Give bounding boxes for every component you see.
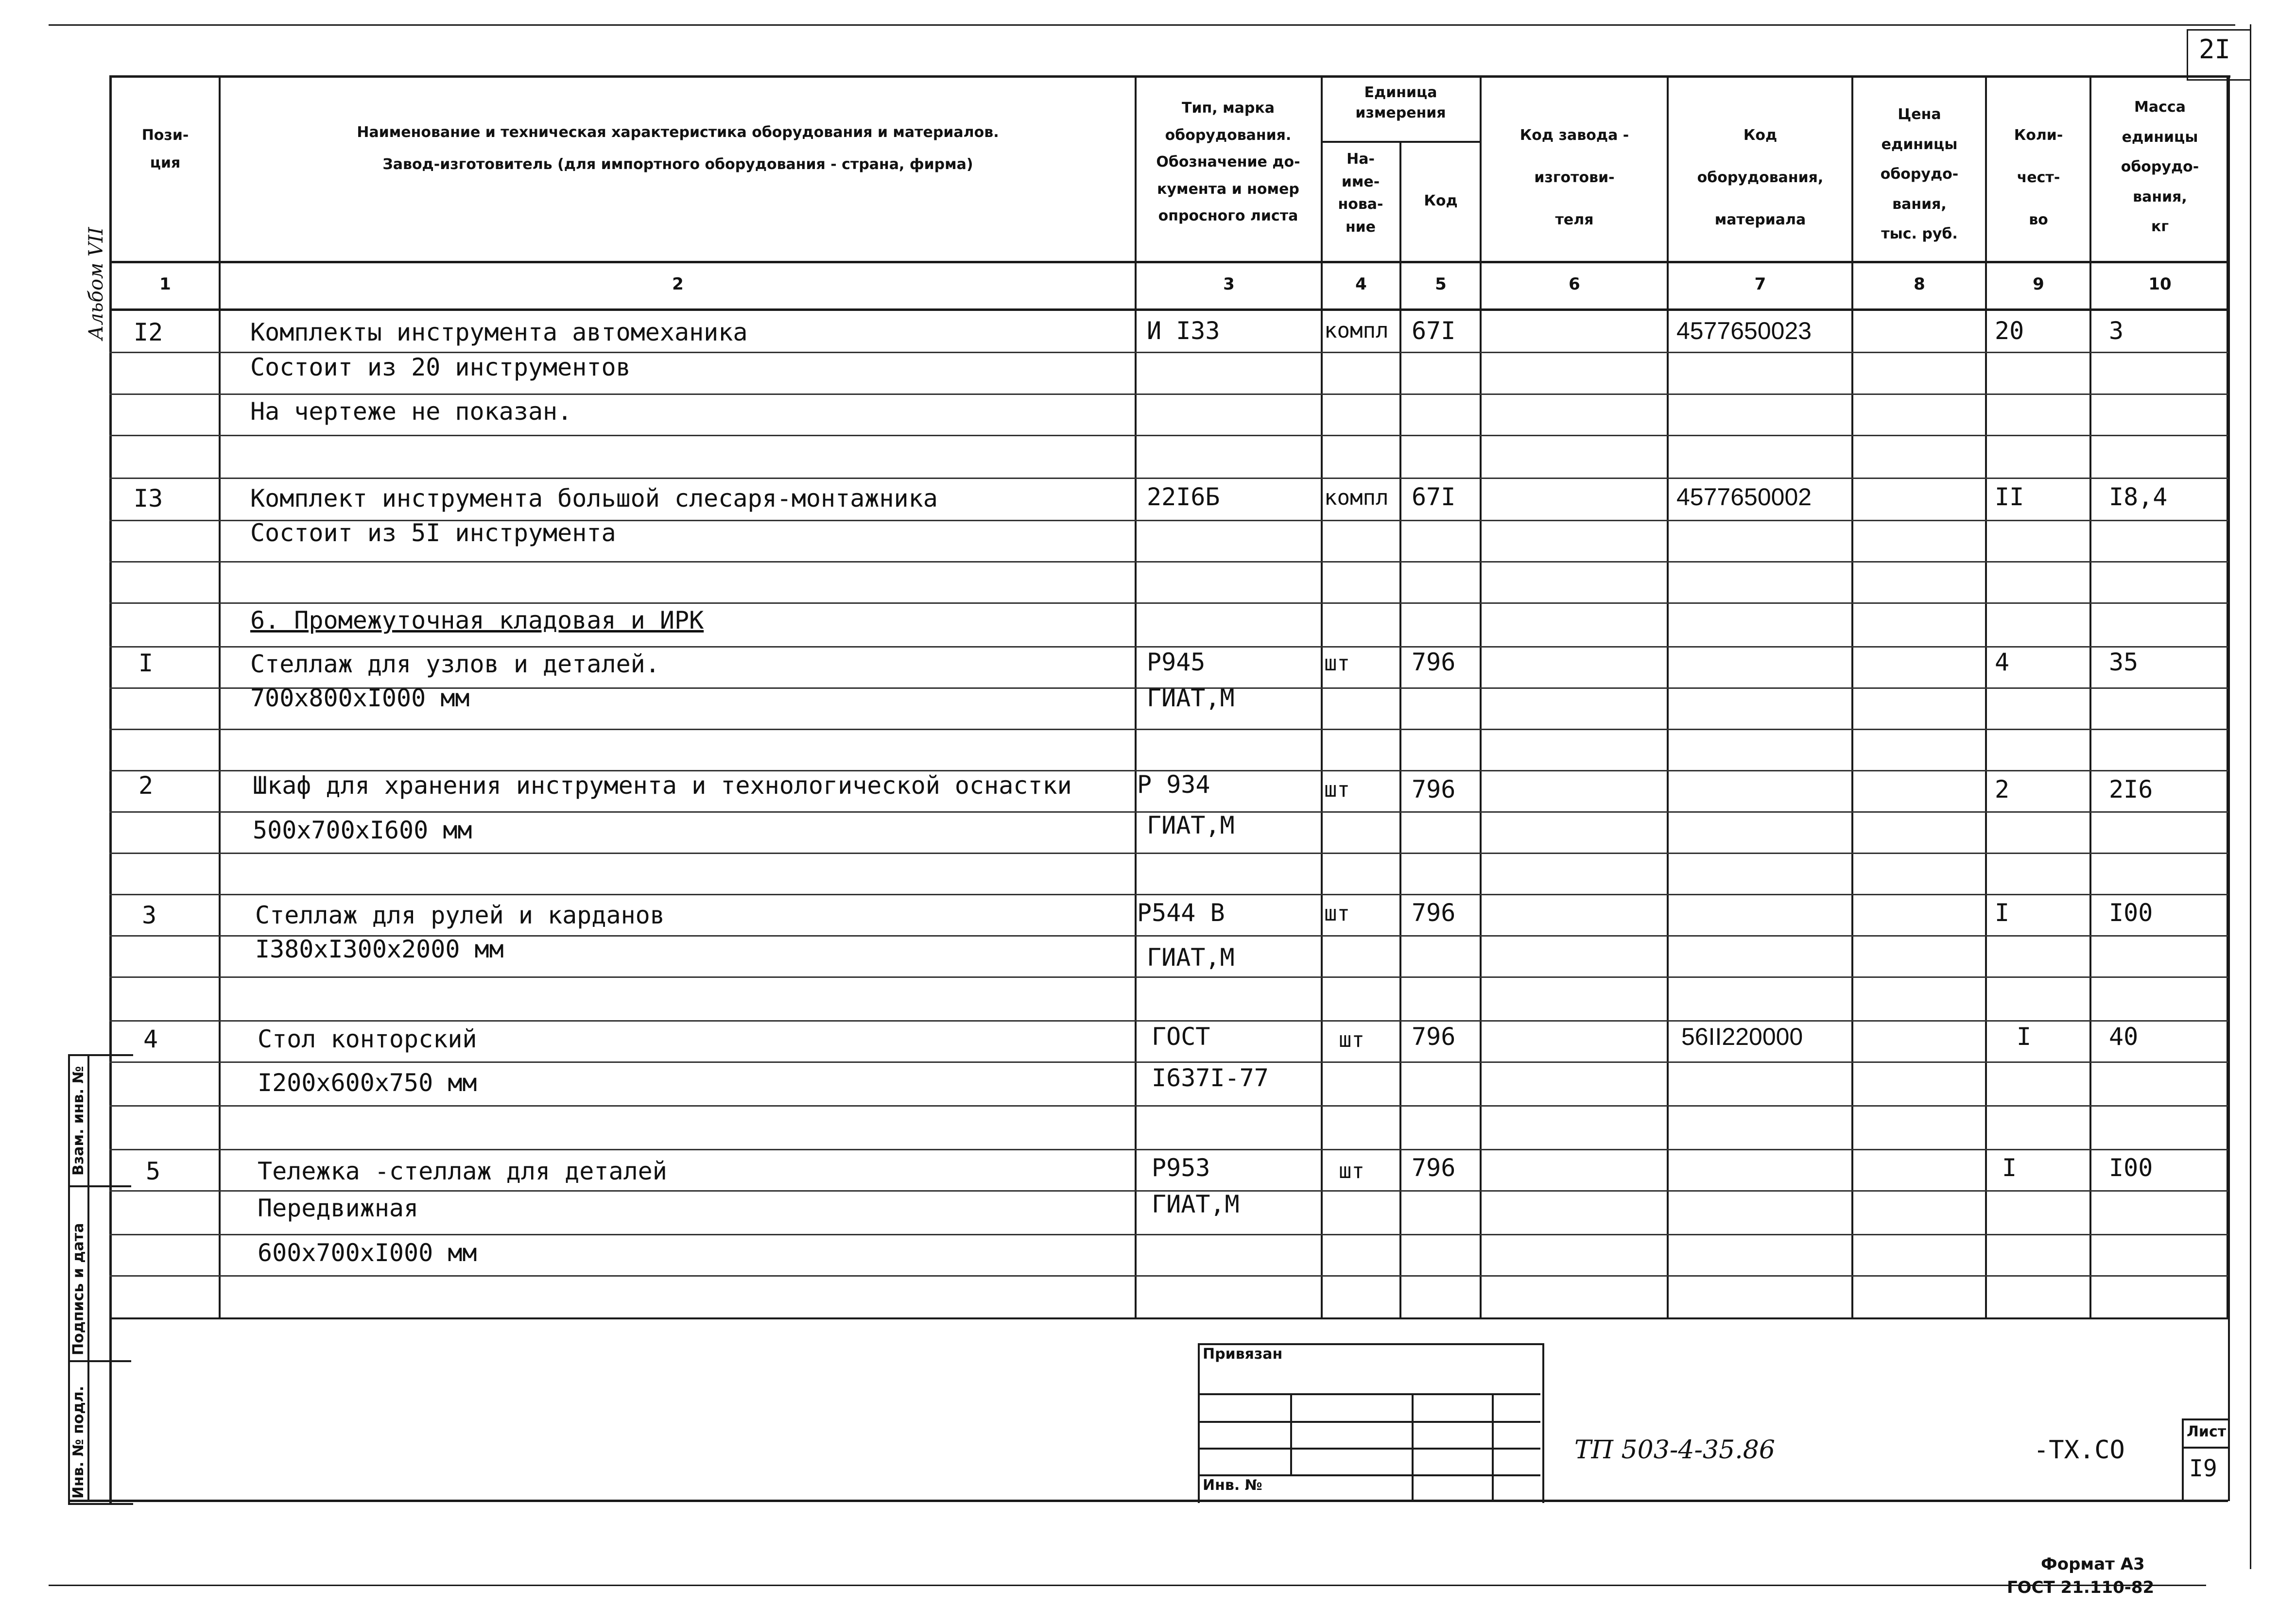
row-pos: I3 [134,484,163,513]
privyazan-line [1198,1474,1540,1476]
row-line [109,853,2228,854]
header-col9-line3: во [2029,211,2048,228]
header-col10 [2092,92,2228,242]
header-col3-line2: оборудования. [1165,126,1292,144]
header-col3-line5: опросного листа [1158,207,1298,224]
side-strip-line [68,1360,131,1362]
colnum-4: 4 [1355,274,1367,294]
row-line [109,602,2228,604]
header-col7-line1: Код [1743,127,1778,144]
row-line [109,435,2228,436]
right-border [2250,24,2251,1569]
doc-code: ТП 503-4-35.86 [1574,1435,1775,1465]
list-box-top [2182,1418,2228,1420]
row-mass: 40 [2109,1023,2139,1051]
header-col6-line1: Код завода - [1519,127,1629,144]
row-pos: 5 [146,1157,161,1185]
header-col4-line3: нова- [1338,196,1383,213]
row-line [109,894,2228,895]
row-equip-code: 4577650023 [1676,317,1812,344]
side-label-podpis: Подпись и дата [70,1223,87,1355]
colnum-2: 2 [672,274,684,294]
row-line [109,729,2228,730]
row-type: И I33 [1147,317,1220,345]
row-mass: 3 [2109,317,2124,345]
row-qty: I [2002,1154,2017,1182]
row-name: Состоит из 20 инструментов [250,353,631,381]
header-col6 [1482,114,1667,241]
album-label: Альбом VII [85,227,107,340]
sheet-number: 2I [2199,34,2231,65]
header-col10-line2: единицы [2122,128,2198,146]
row-name: 600х700хI000 мм [258,1239,477,1267]
doc-suffix: -ТХ.СО [2034,1435,2125,1465]
header-col3 [1137,95,1319,230]
row-name: Стол конторский [258,1025,477,1053]
row-name: Шкаф для хранения инструмента и технологической оснастки [253,771,1072,800]
row-name: Стеллаж для узлов и деталей. [250,650,660,678]
row-type: ГОСТ [1152,1023,1210,1051]
row-name: I200х600х750 мм [258,1069,477,1097]
privyazan-col [1492,1393,1494,1501]
row-code: 67I [1412,317,1456,345]
row-mass: 35 [2109,648,2139,676]
header-col3-line3: Обозначение до- [1156,154,1300,171]
header-col1-line2: ция [150,154,181,171]
header-col6-line3: теля [1555,211,1594,228]
row-name: На чертеже не показан. [250,397,572,426]
header-col8 [1854,100,1985,249]
row-line [109,561,2228,563]
privyazan-line [1198,1448,1540,1450]
row-pos: I [138,649,154,677]
row-line [109,478,2228,479]
header-col3-line4: кумента и номер [1157,180,1299,198]
unit-subheader-line [1321,141,1480,143]
row-equip-code: 56II220000 [1681,1023,1803,1050]
row-mass: I00 [2109,899,2153,927]
row-type: I637I-77 [1152,1064,1269,1092]
row-code: 796 [1412,648,1456,676]
table-body-bottom [109,1317,2228,1319]
privyazan-line [1198,1393,1540,1395]
header-col9 [1987,114,2089,241]
row-name: Стеллаж для рулей и карданов [255,901,665,929]
format-label: Формат А3 [2041,1555,2145,1574]
privyazan-col [1412,1393,1414,1501]
row-qty: 2 [1995,775,2010,803]
row-pos: I2 [134,318,163,346]
header-col4 [1322,148,1399,239]
row-unit: компл [1324,485,1389,510]
row-pos: 2 [138,771,154,800]
privyazan-line [1198,1421,1540,1423]
row-equip-code: 4577650002 [1676,483,1812,511]
header-col1-line1: Пози- [141,127,189,144]
row-line [109,1275,2228,1277]
header-col10-line1: Масса [2134,99,2186,116]
row-line [109,1020,2228,1022]
row-unit: шт [1339,1027,1364,1052]
privyazan-col [1290,1393,1292,1474]
inv-label: Инв. № [1203,1477,1262,1494]
header-col10-line5: кг [2151,218,2169,235]
row-qty: 20 [1995,317,2024,345]
header-bottom-line [109,261,2228,263]
side-label-inv-podl: Инв. № подл. [70,1385,87,1499]
row-line [109,393,2228,395]
row-name: Комплекты инструмента автомеханика [250,318,748,346]
row-type: ГИАТ,М [1147,943,1235,972]
row-code: 796 [1412,775,1456,803]
row-pos: 4 [143,1025,158,1053]
row-name: Комплект инструмента большой слесаря-монтажника [250,484,938,513]
row-type: Р953 [1152,1154,1210,1182]
row-line [109,1234,2228,1235]
header-unit: Единица измерения [1355,84,1446,121]
header-col8-line2: единицы [1881,136,1958,153]
header-col10-line3: оборудо- [2121,158,2199,175]
header-col3-line1: Тип, марка [1182,100,1275,117]
row-name: Состоит из 5I инструмента [250,519,616,547]
side-strip-divider [87,1054,89,1501]
header-col1 [112,121,219,177]
colnum-10: 10 [2148,274,2172,294]
row-name: Передвижная [258,1194,419,1222]
header-col10-line4: вания, [2133,188,2187,205]
header-col4-line2: име- [1341,173,1380,190]
row-mass: I00 [2109,1154,2153,1182]
row-name: 700х800хI000 мм [250,684,470,712]
colnum-5: 5 [1435,274,1447,294]
right-table-edge [2228,75,2230,1501]
header-col6-line2: изготови- [1534,169,1615,186]
header-col8-line5: тыс. руб. [1881,225,1958,242]
row-name: I380хI300х2000 мм [255,935,504,963]
colnum-8: 8 [1914,274,1925,294]
header-col7 [1669,114,1851,241]
colnum-6: 6 [1569,274,1580,294]
header-col5: Код [1424,192,1458,209]
row-type: ГИАТ,М [1147,811,1235,839]
row-code: 796 [1412,899,1456,927]
row-type: Р 934 [1137,770,1210,799]
privyazan-label: Привязан [1203,1346,1283,1363]
row-line [109,1061,2228,1063]
row-qty: 4 [1995,648,2010,676]
row-line [109,976,2228,978]
row-mass: I8,4 [2109,483,2168,511]
row-type: ГИАТ,М [1147,684,1235,712]
stamp-bottom-line [68,1500,2228,1502]
row-line [109,1105,2228,1107]
header-col2 [224,117,1132,181]
header-col7-line3: материала [1714,211,1806,228]
list-label: Лист [2187,1423,2227,1440]
row-mass: 2I6 [2109,775,2153,803]
bottom-border [49,1585,2206,1586]
top-border [49,24,2235,26]
header-col8-line3: оборудо- [1880,166,1959,183]
header-col8-line1: Цена [1898,106,1941,123]
row-qty: I [1995,899,2010,927]
row-unit: шт [1324,651,1350,676]
row-code: 67I [1412,483,1456,511]
colnum-1: 1 [159,274,171,294]
row-qty: II [1995,483,2024,511]
row-name: 500х700хI600 мм [253,816,472,844]
list-box-mid [2182,1447,2228,1449]
row-code: 796 [1412,1154,1456,1182]
row-name: Тележка -стеллаж для деталей [258,1157,667,1185]
header-col7-line2: оборудования, [1697,169,1824,186]
row-code: 796 [1412,1023,1456,1051]
colnum-bottom-line [109,308,2228,311]
row-type: ГИАТ,М [1152,1190,1240,1218]
side-label-vzam: Взам. инв. № [70,1066,87,1176]
colnum-3: 3 [1223,274,1235,294]
header-col4-line1: На- [1347,151,1375,168]
row-unit: компл [1324,318,1389,343]
row-type: Р945 [1147,648,1206,676]
row-unit: шт [1339,1159,1364,1183]
section-heading: 6. Промежуточная кладовая и ИРК [250,606,704,634]
header-col4-line4: ние [1345,218,1376,236]
row-line [109,1149,2228,1150]
row-qty: I [2017,1023,2032,1051]
side-strip-line [68,1185,131,1187]
row-unit: шт [1324,901,1350,926]
list-number: I9 [2189,1455,2217,1482]
row-pos: 3 [142,901,157,929]
header-col9-line2: чест- [2017,169,2060,186]
colnum-9: 9 [2033,274,2044,294]
colnum-7: 7 [1754,274,1766,294]
header-col8-line4: вания, [1892,195,1947,213]
header-col9-line1: Коли- [2014,127,2063,144]
row-type: 22I6Б [1147,483,1220,511]
row-line [109,646,2228,648]
row-type: Р544 В [1137,899,1225,927]
row-unit: шт [1324,777,1350,802]
format-gost: ГОСТ 21.110-82 [2007,1578,2155,1597]
header-col2-line2: Завод-изготовитель (для импортного оборудования - страна, фирма) [382,156,973,173]
header-col2-line1: Наименование и техническая характеристика оборудования и материалов. [357,124,999,141]
